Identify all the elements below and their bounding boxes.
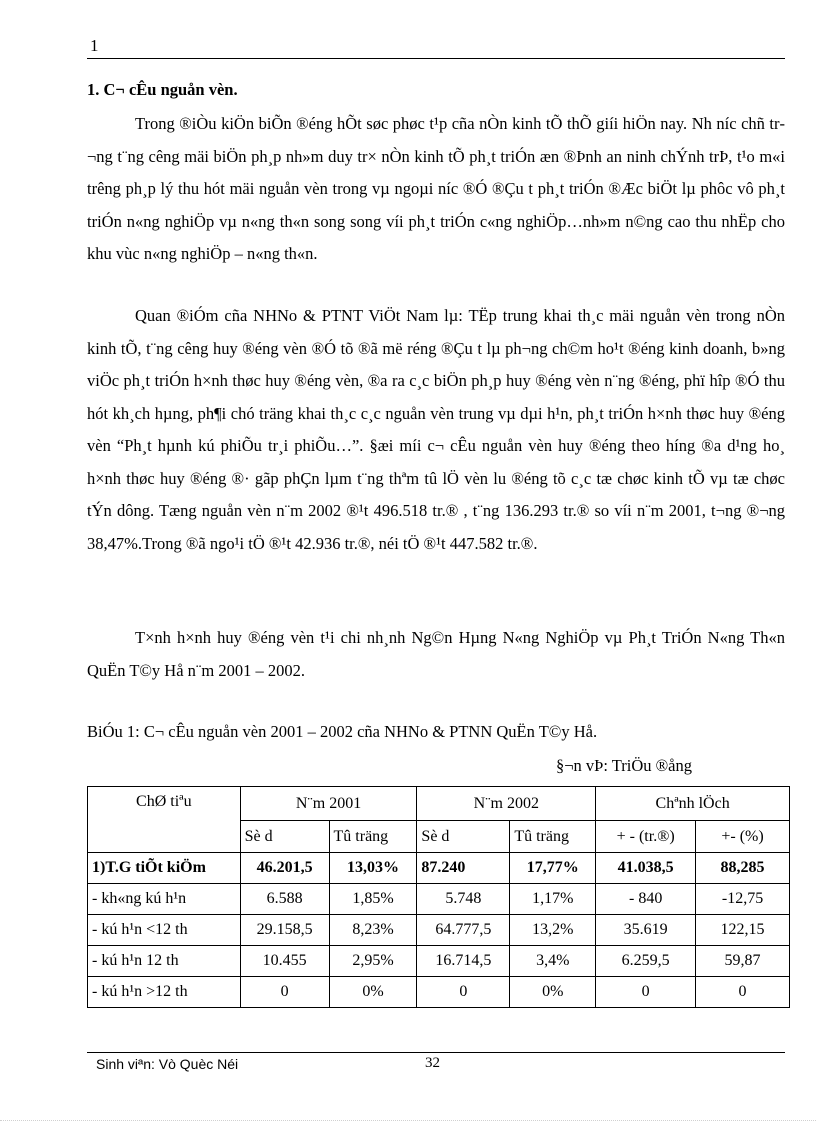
cell-share-2001: 0%	[329, 977, 417, 1008]
table-row	[88, 946, 790, 977]
cell-balance-2002: 64.777,5	[417, 915, 510, 946]
cell-diff-amount: 35.619	[596, 915, 696, 946]
subheader-balance-2001: Sè d	[240, 821, 329, 853]
subheader-diff-amount: + - (tr.®)	[596, 821, 696, 853]
cell-balance-2002: 0	[417, 977, 510, 1008]
cell-balance-2002: 87.240	[417, 853, 510, 884]
row-label: - kh«ng kú h¹n	[88, 884, 241, 915]
cell-diff-percent: 88,285	[696, 853, 790, 884]
cell-balance-2001: 0	[240, 977, 329, 1008]
row-label: - kú h¹n <12 th	[88, 915, 241, 946]
subheader-share-2002: Tû träng	[510, 821, 596, 853]
row-label: - kú h¹n >12 th	[88, 977, 241, 1008]
funding-table	[87, 786, 790, 1008]
cell-diff-amount: 0	[596, 977, 696, 1008]
cell-balance-2002: 16.714,5	[417, 946, 510, 977]
cell-balance-2001: 10.455	[240, 946, 329, 977]
cell-diff-percent: 59,87	[696, 946, 790, 977]
cell-share-2002: 1,17%	[510, 884, 596, 915]
header-rule	[87, 58, 785, 59]
subheader-diff-percent: +- (%)	[696, 821, 790, 853]
cell-share-2001: 2,95%	[329, 946, 417, 977]
row-label: 1)T.G tiÕt kiÖm	[88, 853, 241, 884]
paragraph-2: Quan ®iÓm cña NHNo & PTNT ViÖt Nam lµ: TËp trung khai th¸c mäi nguån vèn trong nÒn kinh tÕ, t¨ng cêng huy ®éng vèn ®Ó tõ ®ã më réng ®Çu t lµ ph¬ng ch©m ho¹t ®éng kinh doanh, b»ng viÖc ph¸t triÓn h×nh thøc huy ®éng vèn, ®a ra c¸c biÖn ph¸p huy ®éng vèn n¨ng ®éng, phï hîp ®Ó thu hót kh¸ch hµng, ph¶i chó träng khai th¸c c¸c nguån vèn trung vµ dµi h¹n, ph¸t triÓn h×nh thøc huy ®éng vèn “Ph¸t hµnh kú phiÕu tr¸i phiÕu…”. §æi míi c¬ cÊu nguån vèn huy ®éng theo híng ®a d¹ng ho¸ h×nh thøc huy ®éng ®· gãp phÇn lµm t¨ng thªm tû lÖ vèn lu ®éng tõ c¸c tæ chøc kinh tÕ vµ tæ chøc tÝn dông. Tæng nguån vèn n¨m 2002 ®¹t 496.518 tr.® , t¨ng 136.293 tr.® so víi n¨m 2001, t¬ng ®¬ng 38,47%.Trong ®ã ngo¹i tÖ ®¹t 42.936 tr.®, néi tÖ ®¹t 447.582 tr.®.	[87, 306, 785, 553]
footer-page-number: 32	[425, 1055, 440, 1071]
cell-share-2001: 13,03%	[329, 853, 417, 884]
table-row	[88, 853, 790, 884]
cell-diff-amount: 6.259,5	[596, 946, 696, 977]
cell-balance-2001: 29.158,5	[240, 915, 329, 946]
table-caption: BiÓu 1: C¬ cÊu nguån vèn 2001 – 2002 cña NHNo & PTNN QuËn T©y Hå.	[87, 722, 598, 741]
footer-student: Sinh viªn: Vò Quèc Néi	[96, 1056, 239, 1072]
paragraph-1: Trong ®iÒu kiÖn biÕn ®éng hÕt søc phøc t¹p cña nÒn kinh tÕ thÕ giíi hiÖn nay. Nh níc chñ tr¬ng t¨ng cêng mäi biÖn ph¸p nh»m duy tr× nÒn kinh tÕ ph¸t triÓn æn ®Þnh an ninh chÝnh trÞ, t¹o m«i trêng ph¸p lý thu hót mäi nguån vèn trong vµ ngoµi níc ®Ó ®Çu t ph¸t triÓn ®Æc biÖt lµ phôc vô ph¸t triÓn n«ng nghiÖp vµ n«ng th«n song song víi ph¸t triÓn c«ng nghiÖp…nh»m n©ng cao thu nhËp cho khu vùc n«ng nghiÖp – n«ng th«n.	[87, 114, 785, 263]
subheader-balance-2002: Sè d	[417, 821, 510, 853]
header-indicator: ChØ tiªu	[88, 787, 241, 853]
cell-balance-2001: 46.201,5	[240, 853, 329, 884]
cell-share-2002: 3,4%	[510, 946, 596, 977]
subheader-share-2001: Tû träng	[329, 821, 417, 853]
cell-diff-amount: - 840	[596, 884, 696, 915]
cell-share-2002: 17,77%	[510, 853, 596, 884]
section-heading: 1. C¬ cÊu nguån vèn.	[87, 80, 238, 99]
table-unit: §¬n vÞ: TriÖu ®ång	[556, 756, 692, 775]
table-row	[88, 977, 790, 1008]
header-year-2001: N¨m 2001	[240, 787, 417, 821]
paragraph-3: T×nh h×nh huy ®éng vèn t¹i chi nh¸nh Ng©n Hµng N«ng NghiÖp vµ Ph¸t TriÓn N«ng Th«n QuËn T©y Hå n¨m 2001 – 2002.	[87, 628, 785, 680]
cell-share-2002: 13,2%	[510, 915, 596, 946]
footer-rule	[87, 1052, 785, 1053]
table-header-row	[88, 787, 790, 821]
cell-diff-percent: -12,75	[696, 884, 790, 915]
cell-diff-percent: 0	[696, 977, 790, 1008]
table-row	[88, 884, 790, 915]
cell-balance-2002: 5.748	[417, 884, 510, 915]
cell-diff-amount: 41.038,5	[596, 853, 696, 884]
table-row	[88, 915, 790, 946]
cell-share-2001: 1,85%	[329, 884, 417, 915]
row-label: - kú h¹n 12 th	[88, 946, 241, 977]
cell-diff-percent: 122,15	[696, 915, 790, 946]
page-edge-divider	[0, 1120, 816, 1121]
cell-share-2002: 0%	[510, 977, 596, 1008]
header-year-2002: N¨m 2002	[417, 787, 596, 821]
cell-share-2001: 8,23%	[329, 915, 417, 946]
header-difference: Chªnh lÖch	[596, 787, 790, 821]
cell-balance-2001: 6.588	[240, 884, 329, 915]
page-number: 1	[90, 36, 99, 55]
